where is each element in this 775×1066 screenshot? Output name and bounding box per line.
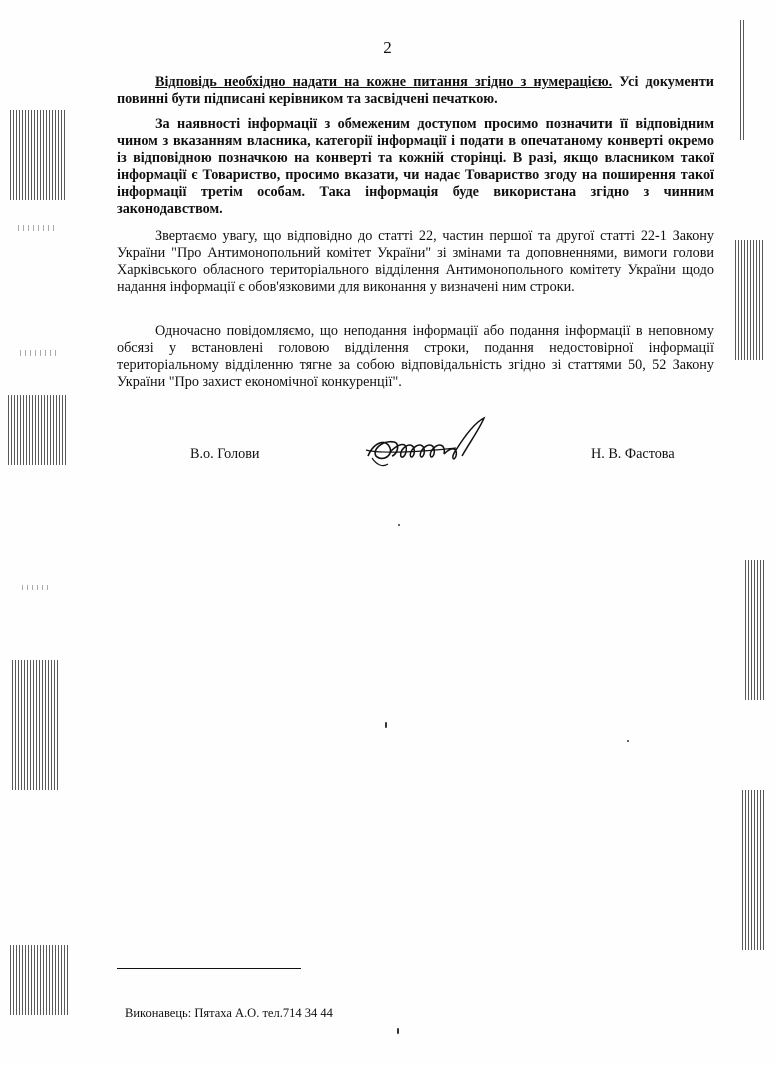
scan-artifact-left-5 [18,225,58,231]
scan-artifact-left-4 [10,945,68,1015]
scan-speck-3 [397,1028,399,1034]
footer-divider [117,968,301,969]
scan-speck-2 [385,722,387,728]
scan-artifact-right-2 [735,240,763,360]
underlined-requirement: Відповідь необхідно надати на кожне питання згідно з нумерацією. [155,74,613,90]
scan-speck-4 [627,740,629,742]
signatory-name: Н. В. Фастова [591,446,675,462]
scan-artifact-right-1 [740,20,744,140]
paragraph-numbering-requirement [117,74,714,108]
scan-artifact-left-7 [22,585,52,590]
scan-artifact-left-2 [8,395,68,465]
signatory-position: В.о. Голови [190,446,260,462]
paragraph-restricted-info: За наявності інформації з обмеженим доступом просимо позначити її відповідним чином з вказанням власника, категорії інформації і подати в опечатаному конверті окремо із відповідною позначкою на конверті та кожній сторінці. В разі, якщо власником такої інформації є Товариство, просимо вказати, чи надає Товариство згоду на поширення такої інформації третім особам. Така інформація буде використана згідно з чинним законодавством. [117,116,714,217]
scan-artifact-right-3 [745,560,765,700]
scan-artifact-left-6 [20,350,60,356]
handwritten-signature [360,412,500,474]
scan-artifact-left-3 [12,660,60,790]
page-number: 2 [383,38,392,57]
scan-artifact-right-4 [742,790,766,950]
executor-contact: Виконавець: Пятаха А.О. тел.714 34 44 [125,1006,333,1020]
paragraph-legal-notice: Звертаємо увагу, що відповідно до статті 22, частин першої та другої статті 22-1 Закону України "Про Антимонопольний комітет України" зі змінами та доповненнями, вимоги голови Харківського обласного територіального відділення Антимонопольного комітету України щодо надання інформації є обов'язковими для виконання у визначені ним строки. [117,228,714,295]
scan-speck-1 [398,524,400,526]
paragraph-liability-notice: Одночасно повідомляємо, що неподання інформації або подання інформації в неповному обсязі у встановлені головою відділення строки, подання недостовірної інформації територіальному відділенню тягне за собою відповідальність згідно зі статтями 50, 52 Закону України "Про захист економічної конкуренції". [117,323,714,390]
signature-requirement: Усі документи повинні бути підписані керівником та засвідчені печаткою. [117,74,714,107]
scan-artifact-left-1 [10,110,66,200]
